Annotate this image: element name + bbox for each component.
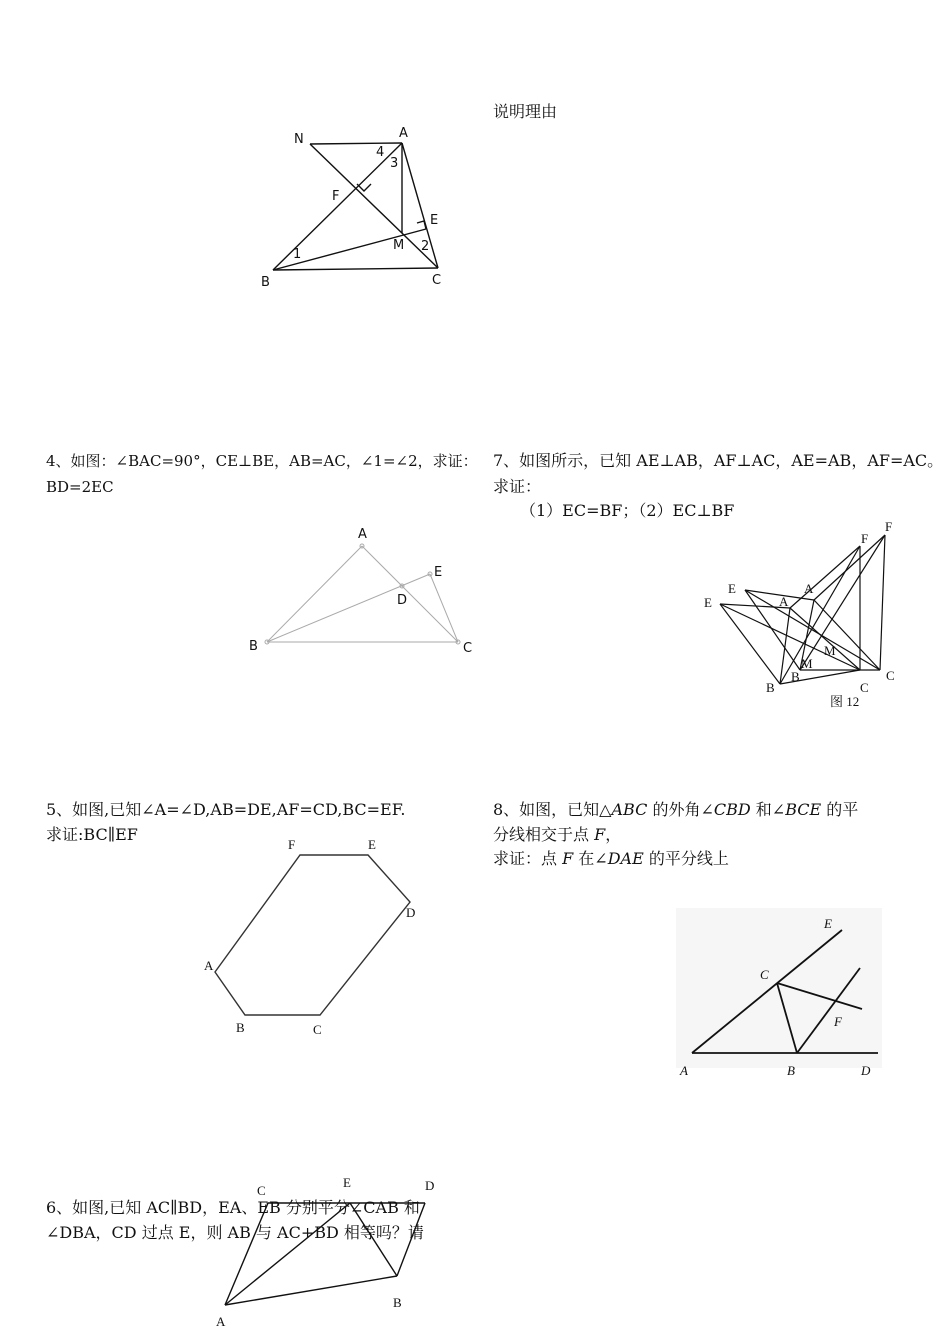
q5-label-e: E [368,837,376,852]
q6-line2: ∠DBA，CD 过点 E，则 AB 与 AC+BD 相等吗？请 [46,1223,424,1242]
q3-label-n: N [294,132,304,147]
q6-label-e: E [343,1175,351,1190]
q8-line3: 求证：点 F 在∠DAE 的平分线上 [493,849,729,868]
q7-label-e1: E [704,595,712,610]
q7-label-m1: M [824,643,836,658]
q8-label-b: B [787,1063,795,1078]
q7-label-a1: A [779,594,789,609]
q7-label-c2: C [886,668,895,683]
q3-label-1: 1 [293,247,302,262]
q3-label-e: E [430,213,439,228]
q8-label-c: C [760,967,769,982]
q4-label-a: A [358,527,367,542]
q7-line3: （1）EC=BF；（2）EC⊥BF [520,501,735,520]
q6-label-c: C [257,1183,266,1198]
q8-label-e: E [824,916,832,931]
q8-label-d: D [861,1063,871,1078]
q8-label-f: F [834,1014,842,1029]
q3-label-b: B [261,275,270,290]
q6-line1: 6、如图,已知 AC∥BD，EA、EB 分别平分∠CAB 和 [46,1198,420,1217]
q8-line2: 分线相交于点 F， [493,825,622,844]
q7-label-f1: F [861,531,869,546]
q5-line2: 求证:BC∥EF [46,825,138,844]
q7-line1: 7、如图所示，已知 AE⊥AB，AF⊥AC，AE=AB，AF=AC。 [493,451,944,470]
q8-line1: 8、如图，已知△ABC 的外角∠CBD 和∠BCE 的平 [493,800,859,819]
q3-label-m: M [393,238,405,253]
q3-tail-text: 说明理由 [493,102,558,121]
q4-label-c: C [463,641,473,656]
q7-caption: 图 12 [830,694,860,709]
q3-label-c: C [432,273,442,288]
q3-label-a: A [399,126,408,141]
q5-line1: 5、如图,已知∠A=∠D,AB=DE,AF=CD,BC=EF. [46,800,406,819]
q3-label-2: 2 [421,239,430,254]
q5-label-b: B [236,1020,245,1035]
q5-label-d: D [406,905,416,920]
q7-label-b1: B [766,680,775,695]
q6-label-b: B [393,1295,402,1310]
q5-label-c: C [313,1022,322,1037]
q4-label-d: D [397,593,408,608]
q6-label-d: D [425,1178,435,1193]
q7-label-e2: E [728,581,736,596]
q4-line1: 4、如图：∠BAC=90°，CE⊥BE，AB=AC，∠1=∠2，求证： [46,452,478,470]
q7-label-f2: F [885,519,893,534]
q6-label-a: A [216,1314,226,1329]
q7-label-a2: A [804,581,814,596]
q7-label-c1: C [860,680,869,695]
q4-label-b: B [249,639,258,654]
q8-label-a: A [680,1063,688,1078]
q7-line2: 求证： [493,477,542,496]
q5-label-f: F [288,837,296,852]
q4-line2: BD=2EC [46,478,114,496]
q7-label-b2: B [791,669,800,684]
q5-label-a: A [204,958,214,973]
q4-label-e: E [434,565,443,580]
q3-label-4: 4 [376,145,385,160]
q3-label-f: F [332,189,340,204]
q7-label-m2: M [801,656,813,671]
q3-label-3: 3 [390,156,399,171]
